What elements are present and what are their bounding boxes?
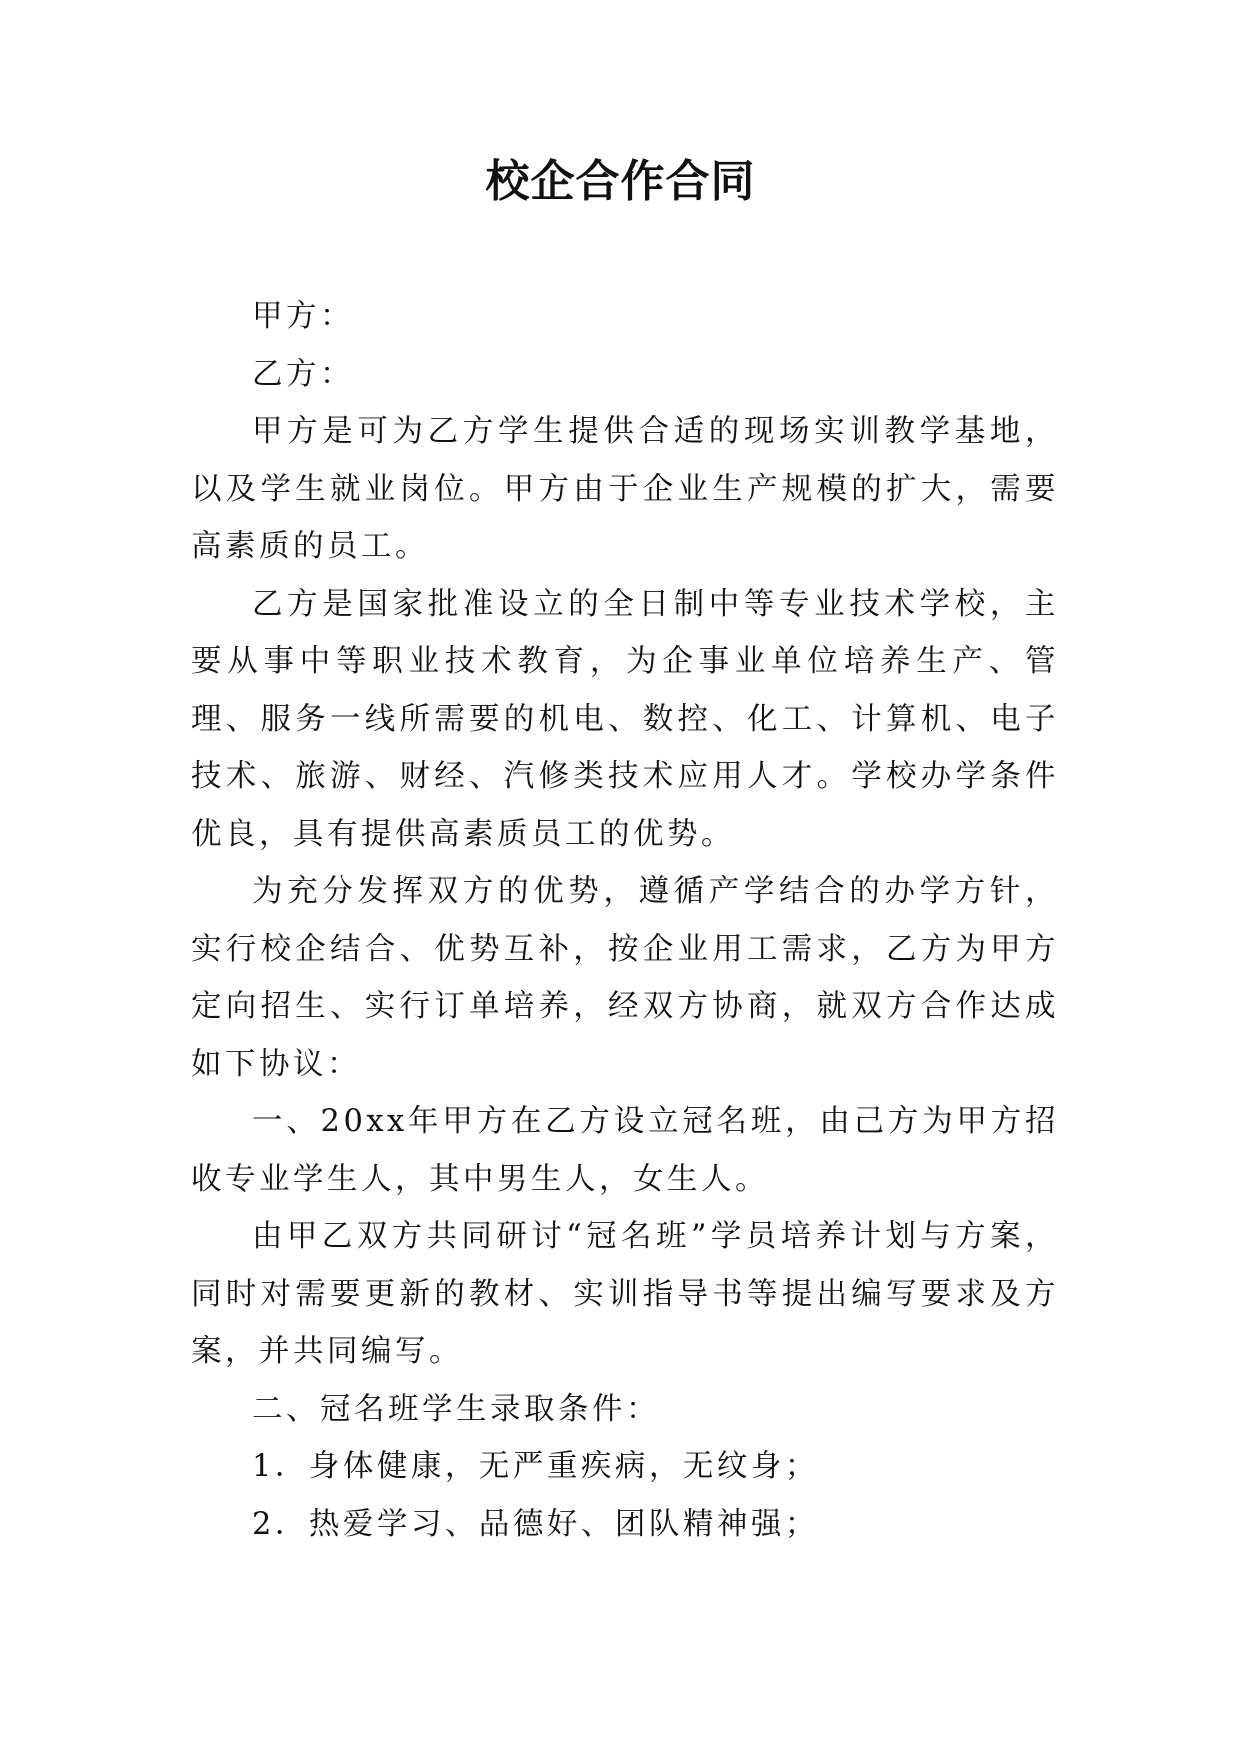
clause-one: 一、20xx年甲方在乙方设立冠名班，由己方为甲方招收专业学生人，其中男生人，女生人。: [191, 1104, 1059, 1197]
paragraph: 由甲乙双方共同研讨“冠名班”学员培养计划与方案，同时对需要更新的教材、实训指导书等提出编写要求及方案，并共同编写。: [191, 1219, 1059, 1369]
paragraph: 甲方是可为乙方学生提供合适的现场实训教学基地，以及学生就业岗位。甲方由于企业生产规模的扩大，需要高素质的员工。: [191, 414, 1059, 564]
clause-two-heading: 二、冠名班学生录取条件：: [252, 1391, 660, 1427]
document-title: 校企合作合同: [485, 156, 756, 207]
paragraph: 为充分发挥双方的优势，遵循产学结合的办学方针，实行校企结合、优势互补，按企业用工需求，乙方为甲方定向招生、实行订单培养，经双方协商，就双方合作达成如下协议：: [191, 874, 1059, 1082]
document-body: [191, 288, 1059, 1553]
party-a-line: 甲方：: [252, 299, 354, 334]
paragraph: 乙方是国家批准设立的全日制中等专业技术学校，主要从事中等职业技术教育，为企事业单位培养生产、管理、服务一线所需要的机电、数控、化工、计算机、电子技术、旅游、财经、汽修类技术应用人才。学校办学条件优良，具有提供高素质员工的优势。: [191, 586, 1059, 852]
list-item: 2．热爱学习、品德好、团队精神强；: [252, 1506, 819, 1542]
party-b-line: 乙方：: [252, 356, 354, 392]
list-item: 1．身体健康，无严重疾病，无纹身；: [252, 1449, 819, 1484]
